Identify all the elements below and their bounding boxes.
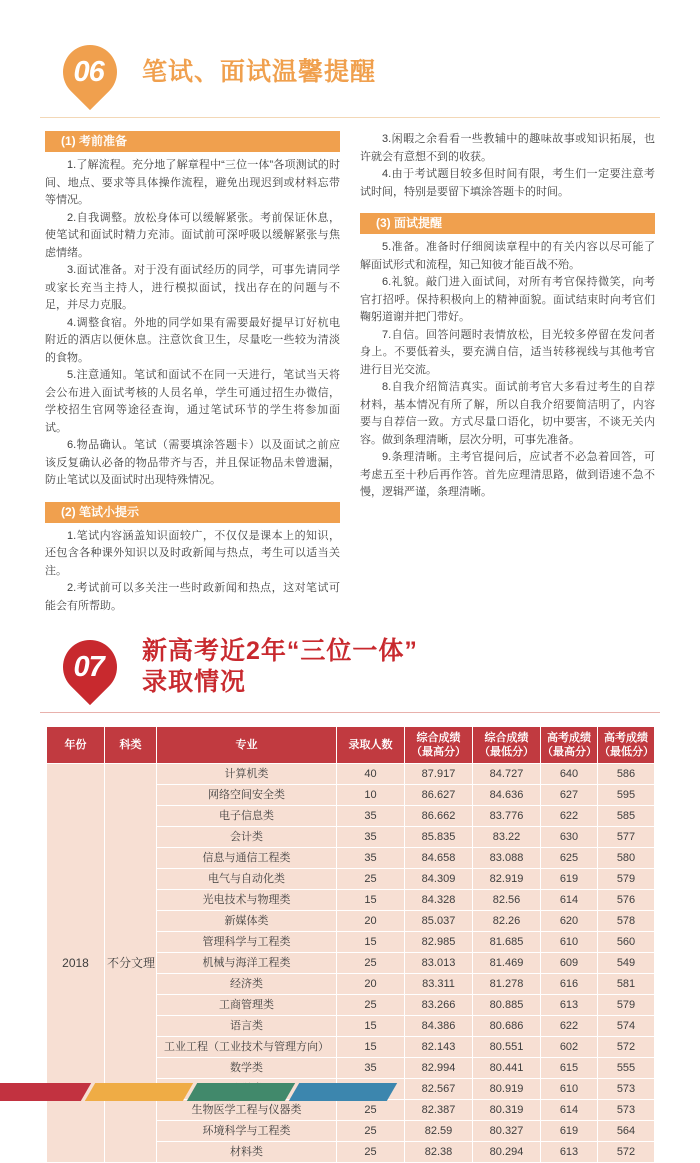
- score-cell: 610: [541, 932, 598, 953]
- major-cell: 经济类: [157, 974, 337, 995]
- section-06-divider: [40, 117, 660, 118]
- score-cell: 82.994: [405, 1058, 473, 1079]
- prep-paragraph: 4.调整食宿。外地的同学如果有需要最好提早订好杭电附近的酒店以便休息。注意饮食卫生，尽量吃一些较为清淡的食物。: [45, 316, 340, 364]
- score-cell: 610: [541, 1079, 598, 1100]
- major-cell: 会计类: [157, 827, 337, 848]
- column-header: 年份: [47, 727, 105, 764]
- section-07-divider: [40, 712, 660, 713]
- score-cell: 15: [337, 890, 405, 911]
- score-cell: 581: [598, 974, 655, 995]
- column-header: 综合成绩 （最低分）: [473, 727, 541, 764]
- score-cell: 25: [337, 953, 405, 974]
- score-cell: 80.294: [473, 1142, 541, 1163]
- major-cell: 工商管理类: [157, 995, 337, 1016]
- score-cell: 83.266: [405, 995, 473, 1016]
- score-cell: 25: [337, 1121, 405, 1142]
- year-cell: 2018: [47, 764, 105, 1163]
- score-cell: 82.26: [473, 911, 541, 932]
- score-cell: 579: [598, 995, 655, 1016]
- prep-paragraph: 1.了解流程。充分地了解章程中“三位一体”各项测试的时间、地点、要求等具体操作流程，避免出现迟到或材料忘带等情况。: [45, 159, 340, 206]
- section-07-title-line2: 录取情况: [142, 668, 247, 696]
- section-06-columns: [0, 131, 700, 615]
- score-cell: 614: [541, 890, 598, 911]
- score-cell: 615: [541, 1058, 598, 1079]
- score-cell: 627: [541, 785, 598, 806]
- score-cell: 10: [337, 785, 405, 806]
- score-cell: 82.38: [405, 1142, 473, 1163]
- score-cell: 586: [598, 764, 655, 785]
- score-cell: 83.311: [405, 974, 473, 995]
- table-body: [47, 764, 655, 1163]
- major-cell: 网络空间安全类: [157, 785, 337, 806]
- score-cell: 84.309: [405, 869, 473, 890]
- score-cell: 80.551: [473, 1037, 541, 1058]
- score-cell: 81.469: [473, 953, 541, 974]
- score-cell: 578: [598, 911, 655, 932]
- prep-paragraph: 6.物品确认。笔试（需要填涂答题卡）以及面试之前应该反复确认必备的物品带齐与否，并且保证物品未曾遗漏，防止笔试以及面试时出现特殊情况。: [45, 439, 340, 486]
- score-cell: 80.885: [473, 995, 541, 1016]
- major-cell: 生物医学工程与仪器类: [157, 1100, 337, 1121]
- footer-stripes: [0, 1083, 440, 1101]
- major-cell: 新媒体类: [157, 911, 337, 932]
- score-cell: 613: [541, 995, 598, 1016]
- prep-paragraph: 5.注意通知。笔试和面试不在同一天进行，笔试当天将会公布进入面试考核的人员名单，学生可通过招生办微信，学校招生官网等途径查询，通过笔试环节的学生将参加面试。: [45, 369, 340, 434]
- interview-paragraph: 6.礼貌。敲门进入面试间，对所有考官保持微笑，向考官打招呼。保持积极向上的精神面貌。面试结束时向考官们鞠躬道谢并把门带好。: [360, 276, 655, 323]
- score-cell: 84.636: [473, 785, 541, 806]
- tips-paragraph: 3.闲暇之余看看一些教辅中的趣味故事或知识拓展，也许就会有意想不到的收获。: [360, 133, 655, 163]
- score-cell: 616: [541, 974, 598, 995]
- score-cell: 619: [541, 869, 598, 890]
- major-cell: 信息与通信工程类: [157, 848, 337, 869]
- score-cell: 87.917: [405, 764, 473, 785]
- prep-paragraph: 3.面试准备。对于没有面试经历的同学，可事先请同学或家长充当主持人，进行模拟面试，找出存在的问题与不足，并尽力克服。: [45, 264, 340, 311]
- score-cell: 80.319: [473, 1100, 541, 1121]
- prep-paragraph: 2.自我调整。放松身体可以缓解紧张。考前保证休息，使笔试和面试时精力充沛。面试前可深呼吸以缓解紧张与焦虑情绪。: [45, 211, 340, 259]
- score-cell: 20: [337, 974, 405, 995]
- column-header: 科类: [105, 727, 157, 764]
- footer-stripe: [85, 1083, 193, 1101]
- subsection-prep-title: (1) 考前准备: [45, 131, 340, 152]
- score-cell: 625: [541, 848, 598, 869]
- score-cell: 83.776: [473, 806, 541, 827]
- section-06-title: 笔试、面试温馨提醒: [142, 57, 377, 86]
- interview-paragraph: 5.准备。准备时仔细阅读章程中的有关内容以尽可能了解面试形式和流程，知己知彼才能百战不殆。: [360, 241, 655, 271]
- score-cell: 573: [598, 1079, 655, 1100]
- section-07-title: [142, 636, 418, 698]
- major-cell: 机械与海洋工程类: [157, 953, 337, 974]
- interview-paragraph: 8.自我介绍简洁真实。面试前考官大多看过考生的自荐材料，基本情况有所了解，所以自我介绍要简洁明了，内容要与自荐信一致。方式尽量口语化，切中要害，不谈无关内容。做到条理清晰，层次分明，可事先准备。: [360, 381, 655, 446]
- score-cell: 35: [337, 827, 405, 848]
- score-cell: 640: [541, 764, 598, 785]
- score-cell: 574: [598, 1016, 655, 1037]
- column-header: 高考成绩 （最低分）: [598, 727, 655, 764]
- score-cell: 82.387: [405, 1100, 473, 1121]
- subsection-tips-title: (2) 笔试小提示: [45, 502, 340, 523]
- pin-shape: [52, 629, 128, 705]
- score-cell: 80.686: [473, 1016, 541, 1037]
- major-cell: 数学类: [157, 1058, 337, 1079]
- tips-paragraph: 2.考试前可以多关注一些时政新闻和热点，这对笔试可能会有所帮助。: [45, 582, 340, 612]
- score-cell: 614: [541, 1100, 598, 1121]
- score-cell: 560: [598, 932, 655, 953]
- score-cell: 576: [598, 890, 655, 911]
- right-column: [360, 131, 655, 615]
- column-header: 录取人数: [337, 727, 405, 764]
- column-header: 综合成绩 （最高分）: [405, 727, 473, 764]
- score-cell: 555: [598, 1058, 655, 1079]
- score-cell: 84.386: [405, 1016, 473, 1037]
- score-cell: 609: [541, 953, 598, 974]
- section-07-number: 07: [73, 650, 104, 683]
- pin-shape: [52, 34, 128, 110]
- score-cell: 80.327: [473, 1121, 541, 1142]
- major-cell: 环境科学与工程类: [157, 1121, 337, 1142]
- major-cell: 材料类: [157, 1142, 337, 1163]
- section-07-title-line1: 新高考近2年“三位一体”: [142, 637, 418, 665]
- score-cell: 619: [541, 1121, 598, 1142]
- section-06-number: 06: [73, 55, 104, 88]
- table-header-row: [47, 727, 655, 764]
- score-cell: 80.919: [473, 1079, 541, 1100]
- left-column: [45, 131, 340, 615]
- score-cell: 86.662: [405, 806, 473, 827]
- score-cell: 585: [598, 806, 655, 827]
- major-cell: 光电技术与物理类: [157, 890, 337, 911]
- major-cell: 管理科学与工程类: [157, 932, 337, 953]
- score-cell: 82.143: [405, 1037, 473, 1058]
- table-row: [47, 764, 655, 785]
- score-cell: 595: [598, 785, 655, 806]
- score-cell: 25: [337, 869, 405, 890]
- score-cell: 81.278: [473, 974, 541, 995]
- score-cell: 82.56: [473, 890, 541, 911]
- score-cell: 25: [337, 1100, 405, 1121]
- score-cell: 573: [598, 1100, 655, 1121]
- score-cell: 613: [541, 1142, 598, 1163]
- score-cell: 15: [337, 1037, 405, 1058]
- score-cell: 83.088: [473, 848, 541, 869]
- score-cell: 35: [337, 1058, 405, 1079]
- footer-stripe: [0, 1083, 91, 1101]
- score-cell: 82.919: [473, 869, 541, 890]
- major-cell: 电子信息类: [157, 806, 337, 827]
- score-cell: 20: [337, 911, 405, 932]
- score-cell: 622: [541, 1016, 598, 1037]
- section-07-header: [0, 629, 700, 705]
- score-cell: 83.013: [405, 953, 473, 974]
- score-cell: 83.22: [473, 827, 541, 848]
- score-cell: 84.727: [473, 764, 541, 785]
- score-cell: 84.328: [405, 890, 473, 911]
- footer-stripe: [289, 1083, 397, 1101]
- score-cell: 86.627: [405, 785, 473, 806]
- major-cell: 语言类: [157, 1016, 337, 1037]
- score-cell: 85.037: [405, 911, 473, 932]
- score-cell: 577: [598, 827, 655, 848]
- score-cell: 35: [337, 848, 405, 869]
- score-cell: 579: [598, 869, 655, 890]
- score-cell: 572: [598, 1142, 655, 1163]
- major-cell: 电气与自动化类: [157, 869, 337, 890]
- column-header: 高考成绩 （最高分）: [541, 727, 598, 764]
- score-cell: 80.441: [473, 1058, 541, 1079]
- score-cell: 82.985: [405, 932, 473, 953]
- interview-paragraph: 9.条理清晰。主考官提问后，应试者不必急着回答，可考虑五至十秒后再作答。首先应理清思路，做到语速不急不慢，逻辑严谨，条理清晰。: [360, 451, 655, 498]
- score-cell: 25: [337, 995, 405, 1016]
- major-cell: 工业工程（工业技术与管理方向）: [157, 1037, 337, 1058]
- score-cell: 630: [541, 827, 598, 848]
- category-cell: 不分文理: [105, 764, 157, 1163]
- section-06-header: [0, 0, 700, 110]
- subsection-interview-title: (3) 面试提醒: [360, 213, 655, 234]
- major-cell: 计算机类: [157, 764, 337, 785]
- score-cell: 622: [541, 806, 598, 827]
- score-cell: 620: [541, 911, 598, 932]
- tips-paragraph: 4.由于考试题目较多但时间有限，考生们一定要注意考试时间，特别是要留下填涂答题卡的时间。: [360, 168, 655, 198]
- footer-stripe: [187, 1083, 295, 1101]
- score-cell: 572: [598, 1037, 655, 1058]
- score-cell: 84.658: [405, 848, 473, 869]
- score-cell: 15: [337, 932, 405, 953]
- score-cell: 25: [337, 1142, 405, 1163]
- section-06-pin-icon: [52, 34, 128, 110]
- score-cell: 549: [598, 953, 655, 974]
- column-header: 专业: [157, 727, 337, 764]
- score-cell: 82.567: [405, 1079, 473, 1100]
- score-cell: 40: [337, 764, 405, 785]
- score-cell: 85.835: [405, 827, 473, 848]
- interview-paragraph: 7.自信。回答问题时表情放松，目光较多停留在发问者身上。不要低着头，要充满自信，适当转移视线与其他考官进行目光交流。: [360, 328, 655, 376]
- score-cell: 15: [337, 1016, 405, 1037]
- score-cell: 81.685: [473, 932, 541, 953]
- tips-paragraph: 1.笔试内容涵盖知识面较广，不仅仅是课本上的知识，还包含各种课外知识以及时政新闻与热点，考生可以适当关注。: [45, 529, 340, 577]
- score-cell: 602: [541, 1037, 598, 1058]
- score-cell: 82.59: [405, 1121, 473, 1142]
- score-cell: 564: [598, 1121, 655, 1142]
- section-07-pin-icon: [52, 629, 128, 705]
- score-cell: 580: [598, 848, 655, 869]
- score-cell: 35: [337, 806, 405, 827]
